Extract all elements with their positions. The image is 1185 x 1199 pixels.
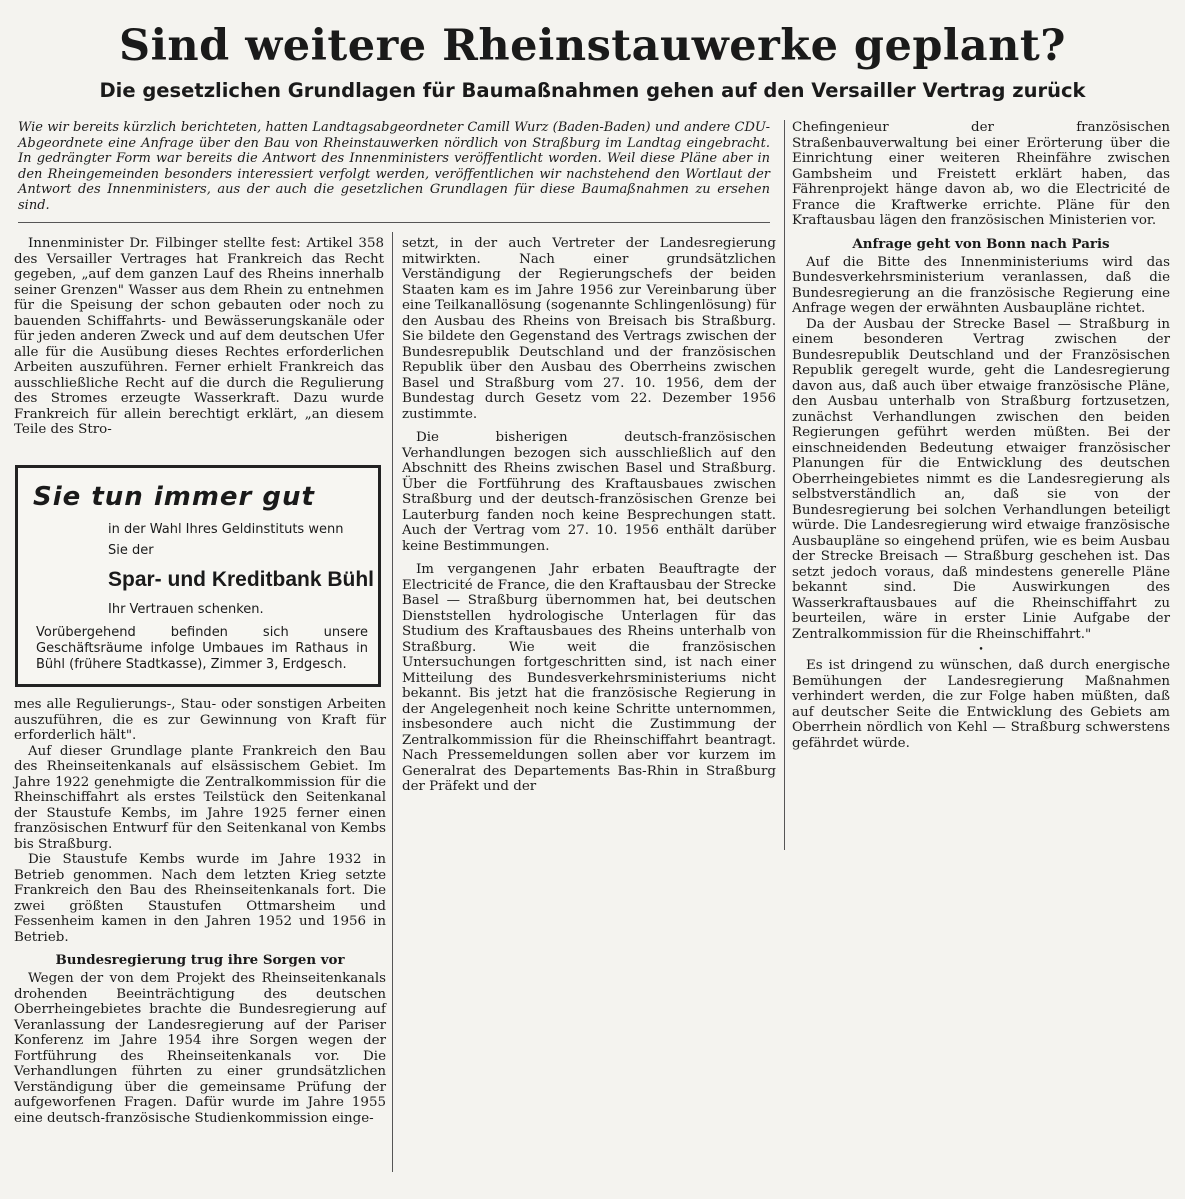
ad-bank-name: Spar- und Kreditbank Bühl (108, 568, 375, 591)
paragraph: Es ist dringend zu wünschen, daß durch energische Bemühungen der Landesregierung Maßnahmen verhindert werden, die zur Folge haben müßten, daß auf deutscher Seite die Entwicklung des Gebiets am Oberrhein nördlich von Kehl — Straßburg schwerstens gefährdet würde. (792, 658, 1170, 751)
column-3 (792, 120, 1170, 751)
section-subhead: Bundesregierung trug ihre Sorgen vor (55, 952, 345, 968)
paragraph: Im vergangenen Jahr erbaten Beauftragte der Electricité de France, die den Kraftausbau der Strecke Basel — Straßburg übernommen hat, bei deutschen Dienststellen hydrologische Unterlagen für das Studium des Kraftausbaues des Rheins unterhalb von Straßburg. Wie weit die französischen Untersuchungen fortgeschritten sind, ist nach einer Mitteilung des Bundesverkehrsministeriums nicht bekannt. Bis jetzt hat die französische Regierung in der Angelegenheit noch keine Schritte unternommen, insbesondere auch nicht die Zustimmung der Zentralkommission für die Rheinschiffahrt beantragt. Nach Pressemeldungen sollen aber vor kurzem im Generalrat des Departements Bas-Rhin in Straßburg der Präfekt und der (402, 562, 776, 794)
subheadline: Die gesetzlichen Grundlagen für Baumaßnahmen gehen auf den Versailler Vertrag zurück (99, 79, 1086, 102)
paragraph: setzt, in der auch Vertreter der Landesregierung mitwirkten. Nach einer grundsätzlichen Verständigung der Regierungschefs der beiden Staaten kam es im Jahre 1956 zur Vereinbarung über eine Teilkanallösung (sogenannte Schlingenlösung) für den Ausbau des Rheins von Breisach bis Straßburg. Sie bildete den Gegenstand des Vertrags zwischen der Bundesrepublik Deutschland und der französischen Republik über den Ausbau des Oberrheins zwischen Basel und Straßburg vom 27. 10. 1956, dem der Bundestag durch Gesetz vom 22. Dezember 1956 zustimmte. (402, 236, 776, 422)
paragraph: Innenminister Dr. Filbinger stellte fest: Artikel 358 des Versailler Vertrages hat Frankreich das Recht gegeben, „auf dem ganzen Lauf des Rheins innerhalb seiner Grenzen" Wasser aus dem Rhein zu entnehmen für die Speisung der schon gebauten oder noch zu bauenden Schiffahrts- und Bewässerungskanäle oder für jeden anderen Zweck und auf dem deutschen Ufer alle für die Ausübung dieses Rechtes erforderlichen Arbeiten auszuführen. Ferner erhielt Frankreich das ausschließliche Recht auf die durch die Regulierung des Stromes erzeugte Wasserkraft. Dazu wurde Frankreich für allein berechtigt erklärt, „an diesem Teile des Stro- (14, 236, 384, 437)
headline: Sind weitere Rheinstauwerke geplant? (119, 21, 1066, 71)
paragraph: Chefingenieur der französischen Straßenbauverwaltung bei einer Erörterung über die Einrichtung einer weiteren Rheinfähre zwischen Gambsheim und Freistett erklärt haben, das Fährenprojekt hänge davon ab, wo die Electricité de France die Kraftwerke errichte. Pläne für den Kraftausbau lägen den französischen Ministerien vor. (792, 120, 1170, 228)
paragraph: Da der Ausbau der Strecke Basel — Straßburg in einem besonderen Vertrag zwischen der Bundesrepublik Deutschland und der Französischen Republik geregelt wurde, geht die Landesregierung davon aus, daß auch über etwaige französische Pläne, den Ausbau unterhalb von Straßburg fortzusetzen, zunächst Verhandlungen zwischen den beiden Regierungen geführt werden müßten. Bei der einschneidenden Bedeutung etwaiger französischer Planungen für die Entwicklung des deutschen Oberrheingebietes nimmt es die Landesregierung als selbstverständlich an, daß sie von der Bundesregierung bei solchen Verhandlungen beteiligt würde. Die Landesregierung wird etwaige französische Ausbaupläne so eingehend prüfen, wie es beim Ausbau der Strecke Breisach — Straßburg geschehen ist. Das setzt jedoch voraus, daß mindestens generelle Pläne bekannt sind. Die Auswirkungen des Wasserkraftausbaues auf die Rheinschiffahrt zu beurteilen, wäre in erster Linie Aufgabe der Zentralkommission für die Rheinschiffahrt." (792, 316, 1170, 642)
paragraph: mes alle Regulierungs-, Stau- oder sonstigen Arbeiten auszuführen, die es zur Gewinnung von Kraft für erforderlich hält". (14, 697, 386, 743)
paragraph: Die bisherigen deutsch-französischen Verhandlungen bezogen sich ausschließlich auf den Abschnitt des Rheins zwischen Basel und Straßburg. Über die Fortführung des Kraftausbaues zwischen Straßburg und der deutsch-französischen Grenze bei Lauterburg fanden noch keine Besprechungen statt. Auch der Vertrag vom 27. 10. 1956 enthält darüber keine Bestimmungen. (402, 430, 776, 554)
ad-text: Ihr Vertrauen schenken. (108, 602, 264, 617)
section-subhead: Anfrage geht von Bonn nach Paris (852, 235, 1110, 252)
paragraph: Auf die Bitte des Innenministeriums wird das Bundesverkehrsministerium veranlassen, daß die Bundesregierung an die französische Regierung eine Anfrage wegen der erwähnten Ausbaupläne richtet. (792, 254, 1170, 316)
lead-divider (18, 222, 770, 223)
column-1-top (14, 236, 384, 438)
lead-paragraph: Wie wir bereits kürzlich berichteten, hatten Landtagsabgeordneter Camill Wurz (Baden-Baden) und andere CDU-Abgeordnete eine Anfrage über den Bau von Rheinstauwerken nördlich von Straßburg im Landtag eingebracht. In gedrängter Form war bereits die Antwort des Innenministers veröffentlicht worden. Weil diese Pläne aber in den Rheingemeinden besonders interessiert verfolgt werden, veröffentlichen wir nachstehend den Wortlaut der Antwort des Innenministers, aus der auch die gesetzlichen Grundlagen für diese Baumaßnahmen zu ersehen sind. (18, 120, 770, 213)
paragraph: Die Staustufe Kembs wurde im Jahre 1932 in Betrieb genommen. Nach dem letzten Krieg setzte Frankreich den Bau des Rheinseitenkanals fort. Die zwei größten Staustufen Ottmarsheim und Fessenheim kamen in den Jahren 1952 und 1956 in Betrieb. (14, 852, 386, 945)
ad-notice: Vorübergehend befinden sich unsere Geschäftsräume infolge Umbaues im Rathaus in Bühl (frühere Stadtkasse), Zimmer 3, Erdgesch. (36, 625, 368, 672)
column-divider (392, 232, 393, 1172)
column-2 (402, 236, 776, 795)
ad-slogan: Sie tun immer gut (33, 482, 315, 512)
paragraph: Wegen der von dem Projekt des Rheinseitenkanals drohenden Beeinträchtigung des deutschen Oberrheingebietes brachte die Bundesregierung auf Veranlassung der Landesregierung auf der Pariser Konferenz im Jahre 1954 ihre Sorgen wegen der Fortführung des Rheinseitenkanals vor. Die Verhandlungen führten zu einer grundsätzlichen Verständigung über die gemeinsame Prüfung der aufgeworfenen Fragen. Dafür wurde im Jahre 1955 eine deutsch-französische Studienkommission einge- (14, 971, 386, 1126)
column-divider (784, 120, 785, 850)
section-separator: • (978, 645, 984, 655)
ad-text: in der Wahl Ihres Geldinstituts wenn (108, 522, 344, 537)
ad-text: Sie der (108, 543, 154, 558)
paragraph: Auf dieser Grundlage plante Frankreich den Bau des Rheinseitenkanals auf elsässischem Gebiet. Im Jahre 1922 genehmigte die Zentralkommission für die Rheinschiffahrt als erstes Teilstück den Seitenkanal der Staustufe Kembs, im Jahre 1925 ferner einen französischen Entwurf für den Seitenkanal von Kembs bis Straßburg. (14, 743, 386, 852)
bank-advertisement (15, 465, 381, 687)
column-1-bottom (14, 697, 386, 1126)
